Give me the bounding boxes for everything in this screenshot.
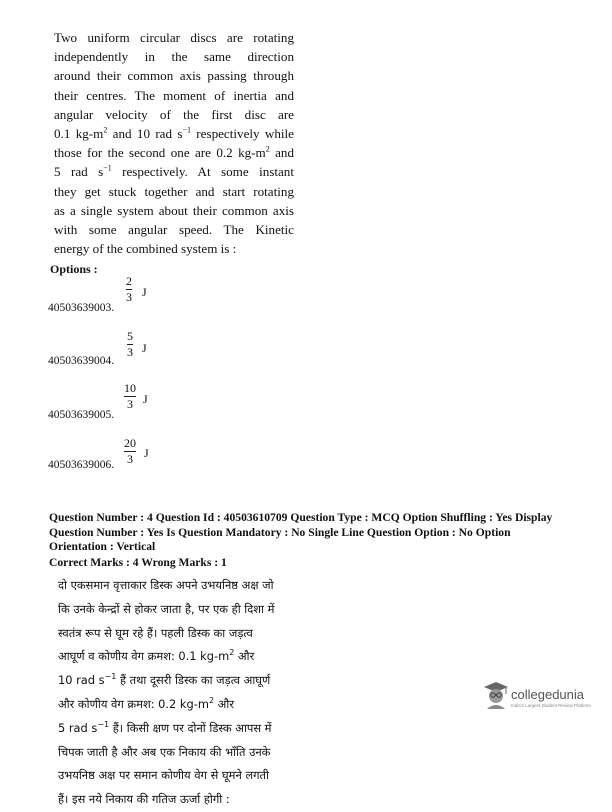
question-line: दो एकसमान वृत्ताकार डिस्क अपने उभयनिष्ठ अक्ष जो: [58, 578, 274, 592]
option-id: 40503639005.: [48, 409, 115, 421]
metadata-line: Question Number : 4 Question Id : 40503610709 Question Type : MCQ Option Shuffling : Yes Display: [49, 511, 553, 524]
question-line: energy of the combined system is :: [54, 241, 237, 257]
question-line: 5 rad $s^{-1}$ respectively. At some instant: [54, 164, 294, 180]
question-line: they get stuck together and start rotating: [54, 183, 294, 199]
option-fraction: [126, 275, 132, 304]
fraction-denominator: 3: [126, 290, 132, 304]
metadata-line: Orientation : Vertical: [49, 540, 156, 553]
question-line: स्वतंत्र रूप से घूम रहे हैं। पहली डिस्क का जड़त्व: [58, 625, 253, 640]
logo-brand-text: collegedunia: [511, 686, 585, 702]
question-line: 5 rad $s^{-1}$ हैं। किसी क्षण पर दोनों डिस्क आपस में: [58, 719, 272, 735]
question-line: चिपक जाती है और अब एक निकाय की भाँति उनके: [58, 744, 271, 759]
fraction-numerator: 20: [124, 436, 136, 450]
option-unit: J: [144, 446, 149, 460]
question-line: those for the second one are 0.2 $kg-m^2$ and: [54, 144, 294, 161]
question-line: आघूर्ण व कोणीय वेग क्रमश: 0.1 $kg-m^2$ और: [58, 648, 255, 664]
option-unit: J: [142, 285, 147, 299]
question-line: 0.1 $kg-m^2$ and 10 rad $s^{-1}$ respectively while: [54, 125, 294, 142]
question-text-hindi: [58, 574, 298, 812]
question-line: around their common axis passing through: [54, 68, 294, 84]
fraction-numerator: 2: [126, 274, 132, 288]
question-line: कि उनके केन्द्रों से होकर जाता है, पर एक ही दिशा में: [58, 601, 275, 616]
option-fraction: [124, 437, 136, 466]
option-fraction: [124, 382, 136, 411]
question-metadata: [49, 511, 589, 555]
marks-info: Correct Marks : 4 Wrong Marks : 1: [49, 556, 227, 569]
question-line: और कोणीय वेग क्रमश: 0.2 $kg-m^2$ और: [58, 696, 234, 711]
option-id: 40503639003.: [48, 302, 115, 314]
option-id: 40503639004.: [48, 355, 115, 367]
question-text-english: [54, 28, 294, 258]
option-fraction: [127, 330, 133, 359]
option-id: 40503639006.: [48, 459, 115, 471]
option-unit: J: [142, 341, 147, 355]
question-line: हैं। इस नये निकाय की गतिज ऊर्जा होगी :: [58, 792, 230, 807]
question-line: their centres. The moment of inertia and: [54, 87, 294, 103]
fraction-numerator: 5: [127, 329, 133, 343]
collegedunia-logo: [483, 680, 591, 715]
question-line: Two uniform circular discs are rotating: [54, 30, 294, 45]
question-line: as a single system about their common axis: [54, 202, 294, 218]
question-line: angular velocity of the first disc are: [54, 106, 294, 122]
fraction-denominator: 3: [127, 452, 133, 466]
fraction-denominator: 3: [127, 397, 133, 411]
metadata-line: Question Number : Yes Is Question Mandatory : No Single Line Question Option : No Option: [49, 525, 511, 539]
question-line: with some angular speed. The Kinetic: [54, 222, 294, 238]
fraction-numerator: 10: [124, 381, 136, 395]
question-line: उभयनिष्ठ अक्ष पर समान कोणीय वेग से घूमने लगती: [58, 768, 269, 783]
graduate-avatar-icon: [483, 680, 509, 715]
question-line: independently in the same direction: [54, 49, 294, 65]
option-unit: J: [143, 392, 148, 406]
options-label: Options :: [50, 262, 98, 276]
question-line: 10 rad $s^{-1}$ हैं तथा दूसरी डिस्क का जड़त्व आघूर्ण: [58, 672, 271, 688]
fraction-denominator: 3: [127, 345, 133, 359]
logo-tagline: India's Largest Student Review Platform: [511, 702, 591, 708]
